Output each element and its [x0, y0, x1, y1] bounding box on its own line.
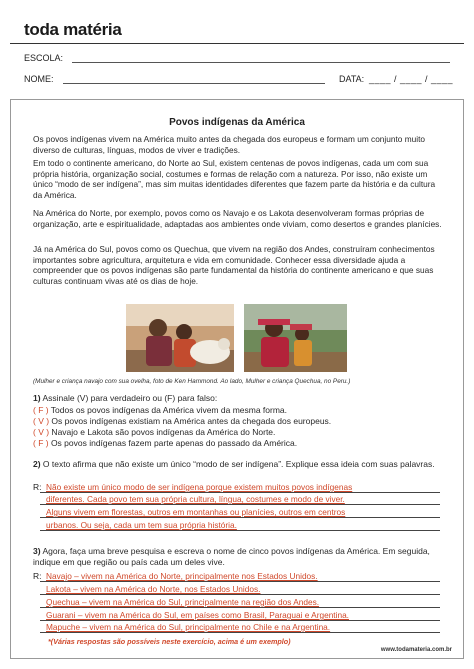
question-2-number: 2)	[33, 459, 41, 469]
tf-item-4	[33, 438, 297, 448]
question-3-number: 3)	[33, 546, 41, 556]
q2-rule-3	[40, 517, 440, 518]
school-label: ESCOLA:	[24, 53, 64, 63]
tf-mark-3[interactable]: ( V )	[33, 427, 50, 437]
q3-rule-1	[40, 581, 440, 582]
navajo-photo	[126, 304, 234, 372]
question-3	[33, 546, 453, 567]
quechua-photo	[244, 304, 347, 372]
q3-rule-4	[40, 620, 440, 621]
q3-answer-line-4[interactable]: Guarani – vivem na América do Sul, em países como Brasil, Paraguai e Argentina.	[46, 610, 349, 620]
paragraph-1: Os povos indígenas vivem na América muito antes da chegada dos europeus e formam um conjunto muito diverso de culturas, línguas, modos de viver e tradições.	[33, 134, 426, 155]
date-label: DATA:	[339, 74, 365, 84]
paragraph-3: Na América do Norte, por exemplo, povos como os Navajo e os Lakota desenvolveram formas próprias de organização, arte e espiritualidade, adaptadas aos ambientes onde viviam, como desertos e grandes planícies.	[33, 208, 442, 229]
school-field[interactable]	[72, 62, 450, 63]
question-2	[33, 459, 453, 470]
q3-rule-3	[40, 607, 440, 608]
tf-mark-4[interactable]: ( F )	[33, 438, 49, 448]
q3-answer-line-5[interactable]: Mapuche – vivem na América do Sul, principalmente no Chile e na Argentina.	[46, 622, 331, 632]
tf-text-1: Todos os povos indígenas da América vivem da mesma forma.	[48, 405, 288, 415]
question-1-prompt: Assinale (V) para verdadeiro ou (F) para falso:	[40, 393, 218, 403]
q3-answer-line-1[interactable]: Navajo – vivem na América do Norte, principalmente nos Estados Unidos.	[46, 571, 318, 581]
brand-logo: toda matéria	[24, 20, 122, 39]
question-1-number: 1)	[33, 393, 41, 403]
answer-note: *(Várias respostas são possíveis neste exercício, acima é um exemplo)	[48, 637, 291, 646]
date-field[interactable]: ____ / ____ / ____	[369, 74, 454, 84]
name-label: NOME:	[24, 74, 54, 84]
q2-answer-line-4[interactable]: urbanos. Ou seja, cada um tem sua própria história.	[46, 520, 237, 530]
q2-rule-2	[40, 504, 440, 505]
tf-mark-2[interactable]: ( V )	[33, 416, 50, 426]
question-2-prompt: O texto afirma que não existe um único “modo de ser indígena”. Explique essa ideia com suas palavras.	[40, 459, 435, 469]
question-1	[33, 393, 453, 404]
tf-text-3: Navajo e Lakota são povos indígenas da América do Norte.	[49, 427, 276, 437]
article-title: Povos indígenas da América	[169, 117, 305, 128]
footer-site-url: www.todamateria.com.br	[380, 647, 452, 653]
paragraph-4: Já na América do Sul, povos como os Quechua, que vivem na região dos Andes, construíram conhecimentos importantes sobre agricultura, arquitetura e vida em comunidade. Conhecer essa diversidade ajuda a compreender que os povos indígenas são parte fundamental da história do continente americano e que suas culturas continuam vivas até os dias de hoje.	[33, 244, 435, 286]
q3-answer-label: R:	[33, 571, 42, 581]
tf-text-4: Os povos indígenas fazem parte apenas do passado da América.	[48, 438, 298, 448]
q2-answer-line-1[interactable]: Não existe um único modo de ser indígena porque existem muitos povos indígenas	[46, 482, 353, 492]
tf-item-1	[33, 405, 287, 415]
tf-text-2: Os povos indígenas existiam na América antes da chegada dos europeus.	[49, 416, 332, 426]
q3-rule-5	[40, 632, 440, 633]
question-3-prompt: Agora, faça uma breve pesquisa e escreva o nome de cinco povos indígenas da América. Em seguida, indique em que região ou país cada um deles vive.	[33, 546, 430, 567]
paragraph-2: Em todo o continente americano, do Norte ao Sul, existem centenas de povos indígenas, cada um com sua própria história, organização social, costumes e formas de relação com a natureza. Por isso, não existe um único “modo de ser indígena”, mas sim muitas identidades diferentes que fazem parte da história e da cultura da América.	[33, 158, 436, 200]
q2-answer-line-3[interactable]: Alguns vivem em florestas, outros em montanhas ou planícies, outros em centros	[46, 507, 346, 517]
q3-answer-line-2[interactable]: Lakota – vivem na América do Norte, nos Estados Unidos.	[46, 584, 261, 594]
q2-rule-1	[40, 492, 440, 493]
tf-item-3	[33, 427, 275, 437]
name-field[interactable]	[63, 83, 325, 84]
photo-caption: (Mulher e criança navajo com sua ovelha, foto de Ken Hammond. Ao lado, Mulher e criança Quechua, no Peru.)	[33, 378, 351, 385]
q3-answer-line-3[interactable]: Quechua – vivem na América do Sul, principalmente na região dos Andes.	[46, 597, 320, 607]
q2-rule-4	[40, 530, 440, 531]
tf-mark-1[interactable]: ( F )	[33, 405, 49, 415]
q3-rule-2	[40, 594, 440, 595]
q2-answer-label: R:	[33, 482, 42, 492]
q2-answer-line-2[interactable]: diferentes. Cada povo tem sua própria cultura, língua, costumes e modo de viver.	[46, 494, 345, 504]
tf-item-2	[33, 416, 331, 426]
header-divider	[10, 43, 464, 44]
